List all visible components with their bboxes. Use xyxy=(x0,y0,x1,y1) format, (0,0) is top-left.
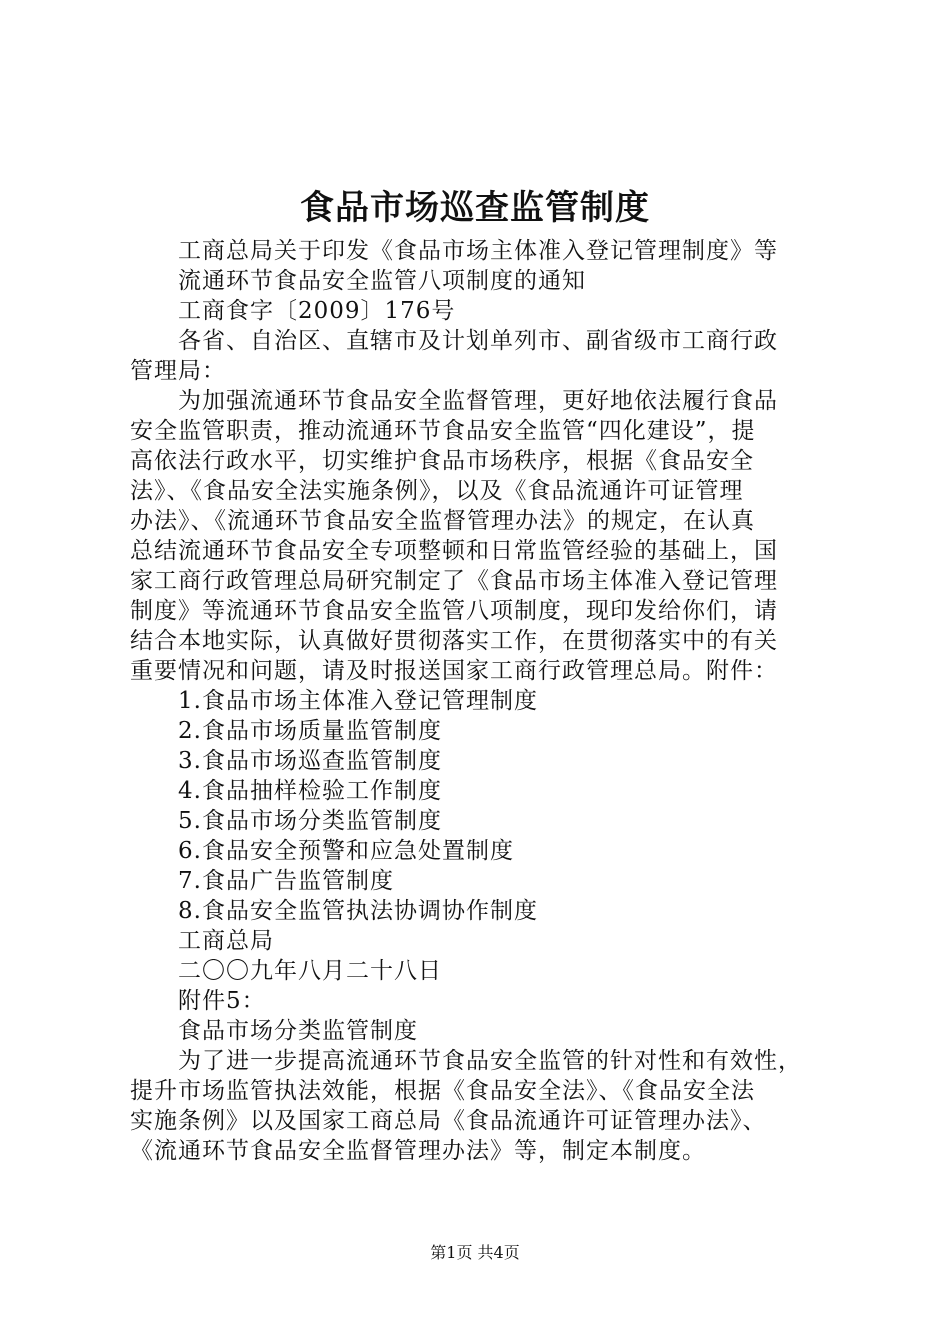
issuer-line: 工商总局 xyxy=(178,928,274,954)
date-line: 二〇〇九年八月二十八日 xyxy=(178,958,442,984)
attachment-item: 5.食品市场分类监管制度 xyxy=(178,808,442,834)
text-line: 制度》等流通环节食品安全监管八项制度，现印发给你们，请 xyxy=(130,598,778,624)
document-body xyxy=(130,236,832,1166)
text-line: 为加强流通环节食品安全监督管理，更好地依法履行食品 xyxy=(178,388,778,414)
text-line: 工商食字〔2009〕176号 xyxy=(178,298,456,324)
attachment-item: 3.食品市场巡查监管制度 xyxy=(178,748,442,774)
page-footer: 第1页 共4页 xyxy=(430,1243,520,1262)
text-line: 办法》、《流通环节食品安全监督管理办法》的规定，在认真 xyxy=(130,508,755,534)
text-line: 法》、《食品安全法实施条例》，以及《食品流通许可证管理 xyxy=(130,478,744,504)
text-line: 高依法行政水平，切实维护食品市场秩序，根据《食品安全 xyxy=(130,448,754,474)
text-line: 提升市场监管执法效能，根据《食品安全法》、《食品安全法 xyxy=(130,1078,755,1104)
text-line: 工商总局关于印发《食品市场主体准入登记管理制度》等 xyxy=(178,238,778,264)
text-line: 重要情况和问题，请及时报送国家工商行政管理总局。附件： xyxy=(130,658,778,684)
attachment-item: 6.食品安全预警和应急处置制度 xyxy=(178,838,514,864)
text-line: 管理局： xyxy=(130,358,226,384)
text-line: 《流通环节食品安全监督管理办法》等，制定本制度。 xyxy=(130,1138,706,1164)
attachment-item: 8.食品安全监管执法协调协作制度 xyxy=(178,898,538,924)
attachment-item: 2.食品市场质量监管制度 xyxy=(178,718,442,744)
attachment-title: 食品市场分类监管制度 xyxy=(178,1018,418,1044)
attachment-item: 1.食品市场主体准入登记管理制度 xyxy=(178,688,538,714)
text-line: 家工商行政管理总局研究制定了《食品市场主体准入登记管理 xyxy=(130,568,778,594)
attachment-item: 4.食品抽样检验工作制度 xyxy=(178,778,442,804)
attachment-item: 7.食品广告监管制度 xyxy=(178,868,394,894)
text-line: 总结流通环节食品安全专项整顿和日常监管经验的基础上，国 xyxy=(130,538,778,564)
text-line: 流通环节食品安全监管八项制度的通知 xyxy=(178,268,586,294)
text-line: 安全监管职责，推动流通环节食品安全监管“四化建设”，提 xyxy=(130,418,756,444)
attachment-heading: 附件5： xyxy=(178,988,266,1014)
text-line: 实施条例》以及国家工商总局《食品流通许可证管理办法》、 xyxy=(130,1108,767,1134)
text-line: 为了进一步提高流通环节食品安全监管的针对性和有效性， xyxy=(178,1048,802,1074)
text-line: 结合本地实际，认真做好贯彻落实工作，在贯彻落实中的有关 xyxy=(130,628,778,654)
document-title: 食品市场巡查监管制度 xyxy=(300,188,650,228)
text-line: 各省、自治区、直辖市及计划单列市、副省级市工商行政 xyxy=(178,328,778,354)
